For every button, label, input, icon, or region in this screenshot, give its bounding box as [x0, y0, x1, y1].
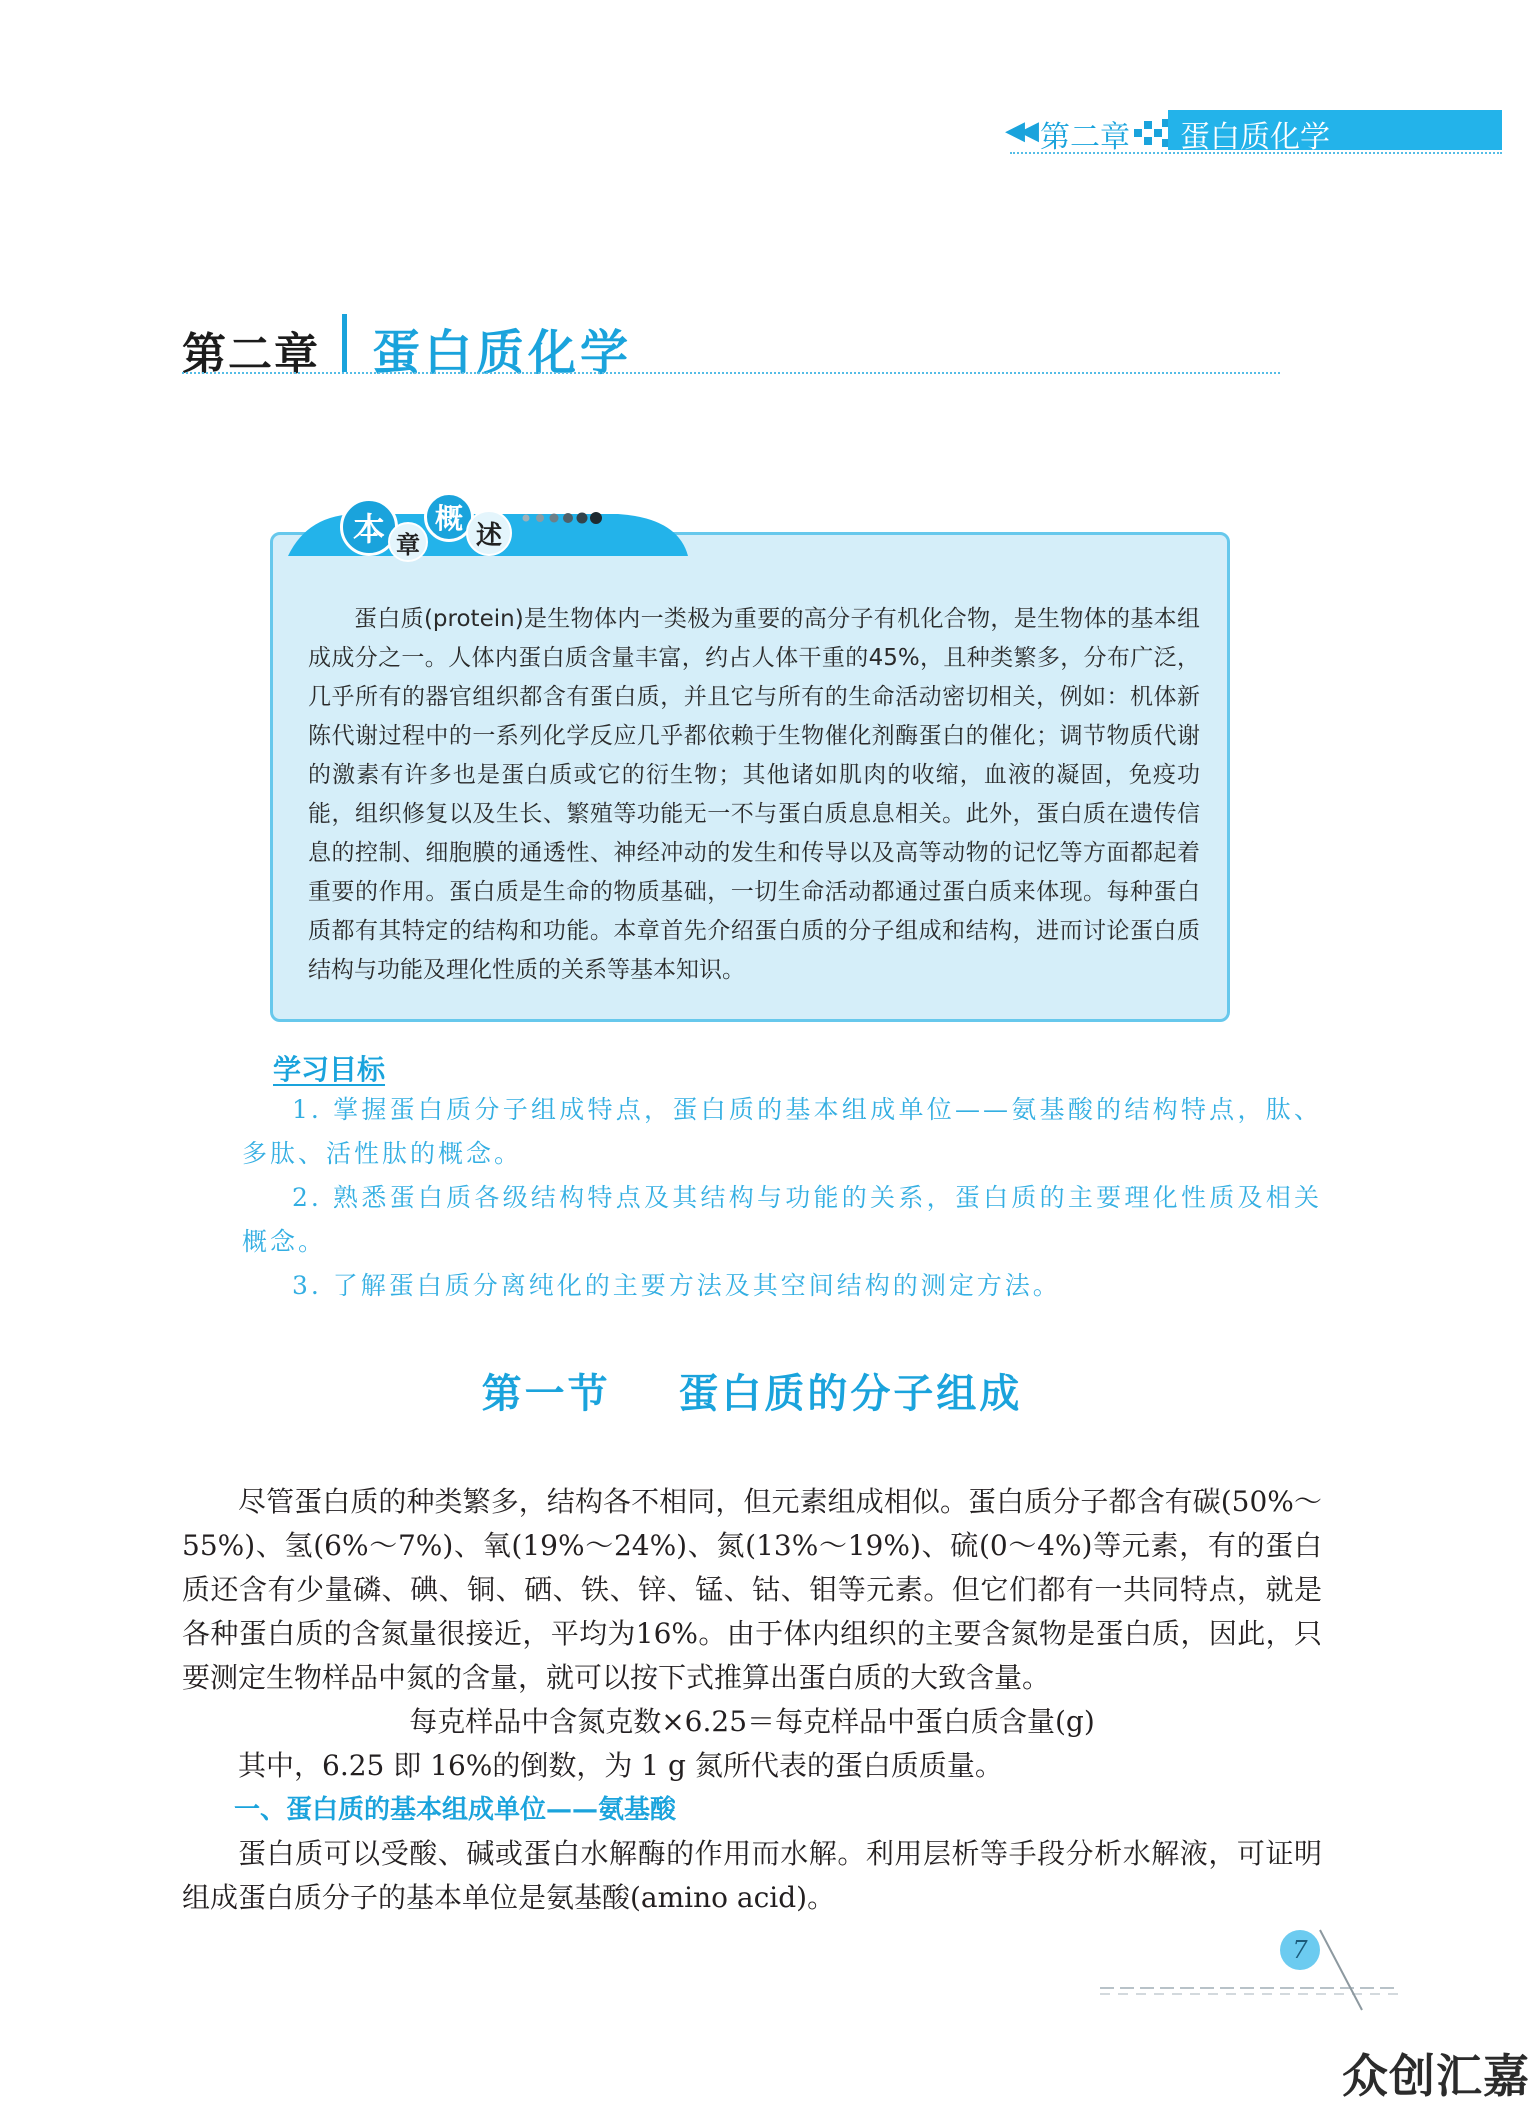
overview-badge-char-4: 述: [466, 510, 512, 556]
running-header-chapter: 第二章: [1040, 120, 1130, 155]
body-paragraph-2: 其中，6.25 即 16%的倒数，为 1 g 氮所代表的蛋白质质量。: [238, 1749, 1003, 1782]
chevrons-left-icon: ◀◀: [1005, 116, 1033, 146]
page-footer-decoration: [1100, 1930, 1400, 2010]
body-text: [182, 1480, 1322, 1920]
chapter-title: 蛋白质化学: [372, 325, 633, 381]
chapter-rule: [182, 372, 1280, 374]
learning-goals-list: [242, 1088, 1322, 1308]
overview-text: [308, 600, 1200, 990]
page-number: 7: [1280, 1930, 1320, 1970]
body-paragraph-1: 尽管蛋白质的种类繁多，结构各不相同，但元素组成相似。蛋白质分子都含有碳(50%～55%)、氢(6%～7%)、氧(19%～24%)、氮(13%～19%)、硫(0～4%)等元素，有的蛋白质还含有少量磷、碘、铜、硒、铁、锌、锰、钴、钼等元素。但它们都有一共同特点，就是各种蛋白质的含氮量很接近，平均为16%。由于体内组织的主要含氮物是蛋白质，因此，只要测定生物样品中氮的含量，就可以按下式推算出蛋白质的大致含量。: [182, 1485, 1322, 1694]
learning-goals-heading: 学习目标: [273, 1053, 386, 1086]
goal-item: 1. 掌握蛋白质分子组成特点，蛋白质的基本组成单位——氨基酸的结构特点，肽、多肽、活性肽的概念。: [242, 1095, 1322, 1168]
overview-paragraph: 蛋白质(protein)是生物体内一类极为重要的高分子有机化合物，是生物体的基本组成成分之一。人体内蛋白质含量丰富，约占人体干重的45%，且种类繁多，分布广泛，几乎所有的器官组织都含有蛋白质，并且它与所有的生命活动密切相关，例如：机体新陈代谢过程中的一系列化学反应几乎都依赖于生物催化剂酶蛋白的催化；调节物质代谢的激素有许多也是蛋白质或它的衍生物；其他诸如肌肉的收缩，血液的凝固，免疫功能，组织修复以及生长、繁殖等功能无一不与蛋白质息息相关。此外，蛋白质在遗传信息的控制、细胞膜的通透性、神经冲动的发生和传导以及高等动物的记忆等方面都起着重要的作用。蛋白质是生命的物质基础，一切生命活动都通过蛋白质来体现。每种蛋白质都有其特定的结构和功能。本章首先介绍蛋白质的分子组成和结构，进而讨论蛋白质结构与功能及理化性质的关系等基本知识。: [308, 606, 1200, 983]
goal-item: 3. 了解蛋白质分离纯化的主要方法及其空间结构的测定方法。: [292, 1271, 1061, 1300]
running-header-rule: [1010, 152, 1502, 154]
subsection-heading: 一、蛋白质的基本组成单位——氨基酸: [234, 1795, 677, 1825]
body-paragraph-3: 蛋白质可以受酸、碱或蛋白水解酶的作用而水解。利用层析等手段分析水解液，可证明组成蛋白质分子的基本单位是氨基酸(amino acid)。: [182, 1837, 1322, 1914]
chapter-number: 第二章: [182, 329, 320, 380]
chapter-divider: [342, 314, 347, 372]
goal-item: 2. 熟悉蛋白质各级结构特点及其结构与功能的关系，蛋白质的主要理化性质及相关概念。: [242, 1183, 1322, 1256]
checker-pattern-icon: [1134, 119, 1170, 149]
running-header-title: 蛋白质化学: [1180, 120, 1330, 155]
nitrogen-formula: 每克样品中含氮克数×6.25＝每克样品中蛋白质含量(g): [409, 1705, 1095, 1738]
overview-badge-char-3: 概: [424, 492, 474, 542]
overview-badge-char-2: 章: [388, 522, 428, 562]
watermark: 众创汇嘉: [1342, 2049, 1530, 2103]
section-title: 第一节 蛋白质的分子组成: [481, 1371, 1023, 1417]
overview-badge-char-1: 本: [340, 498, 398, 556]
